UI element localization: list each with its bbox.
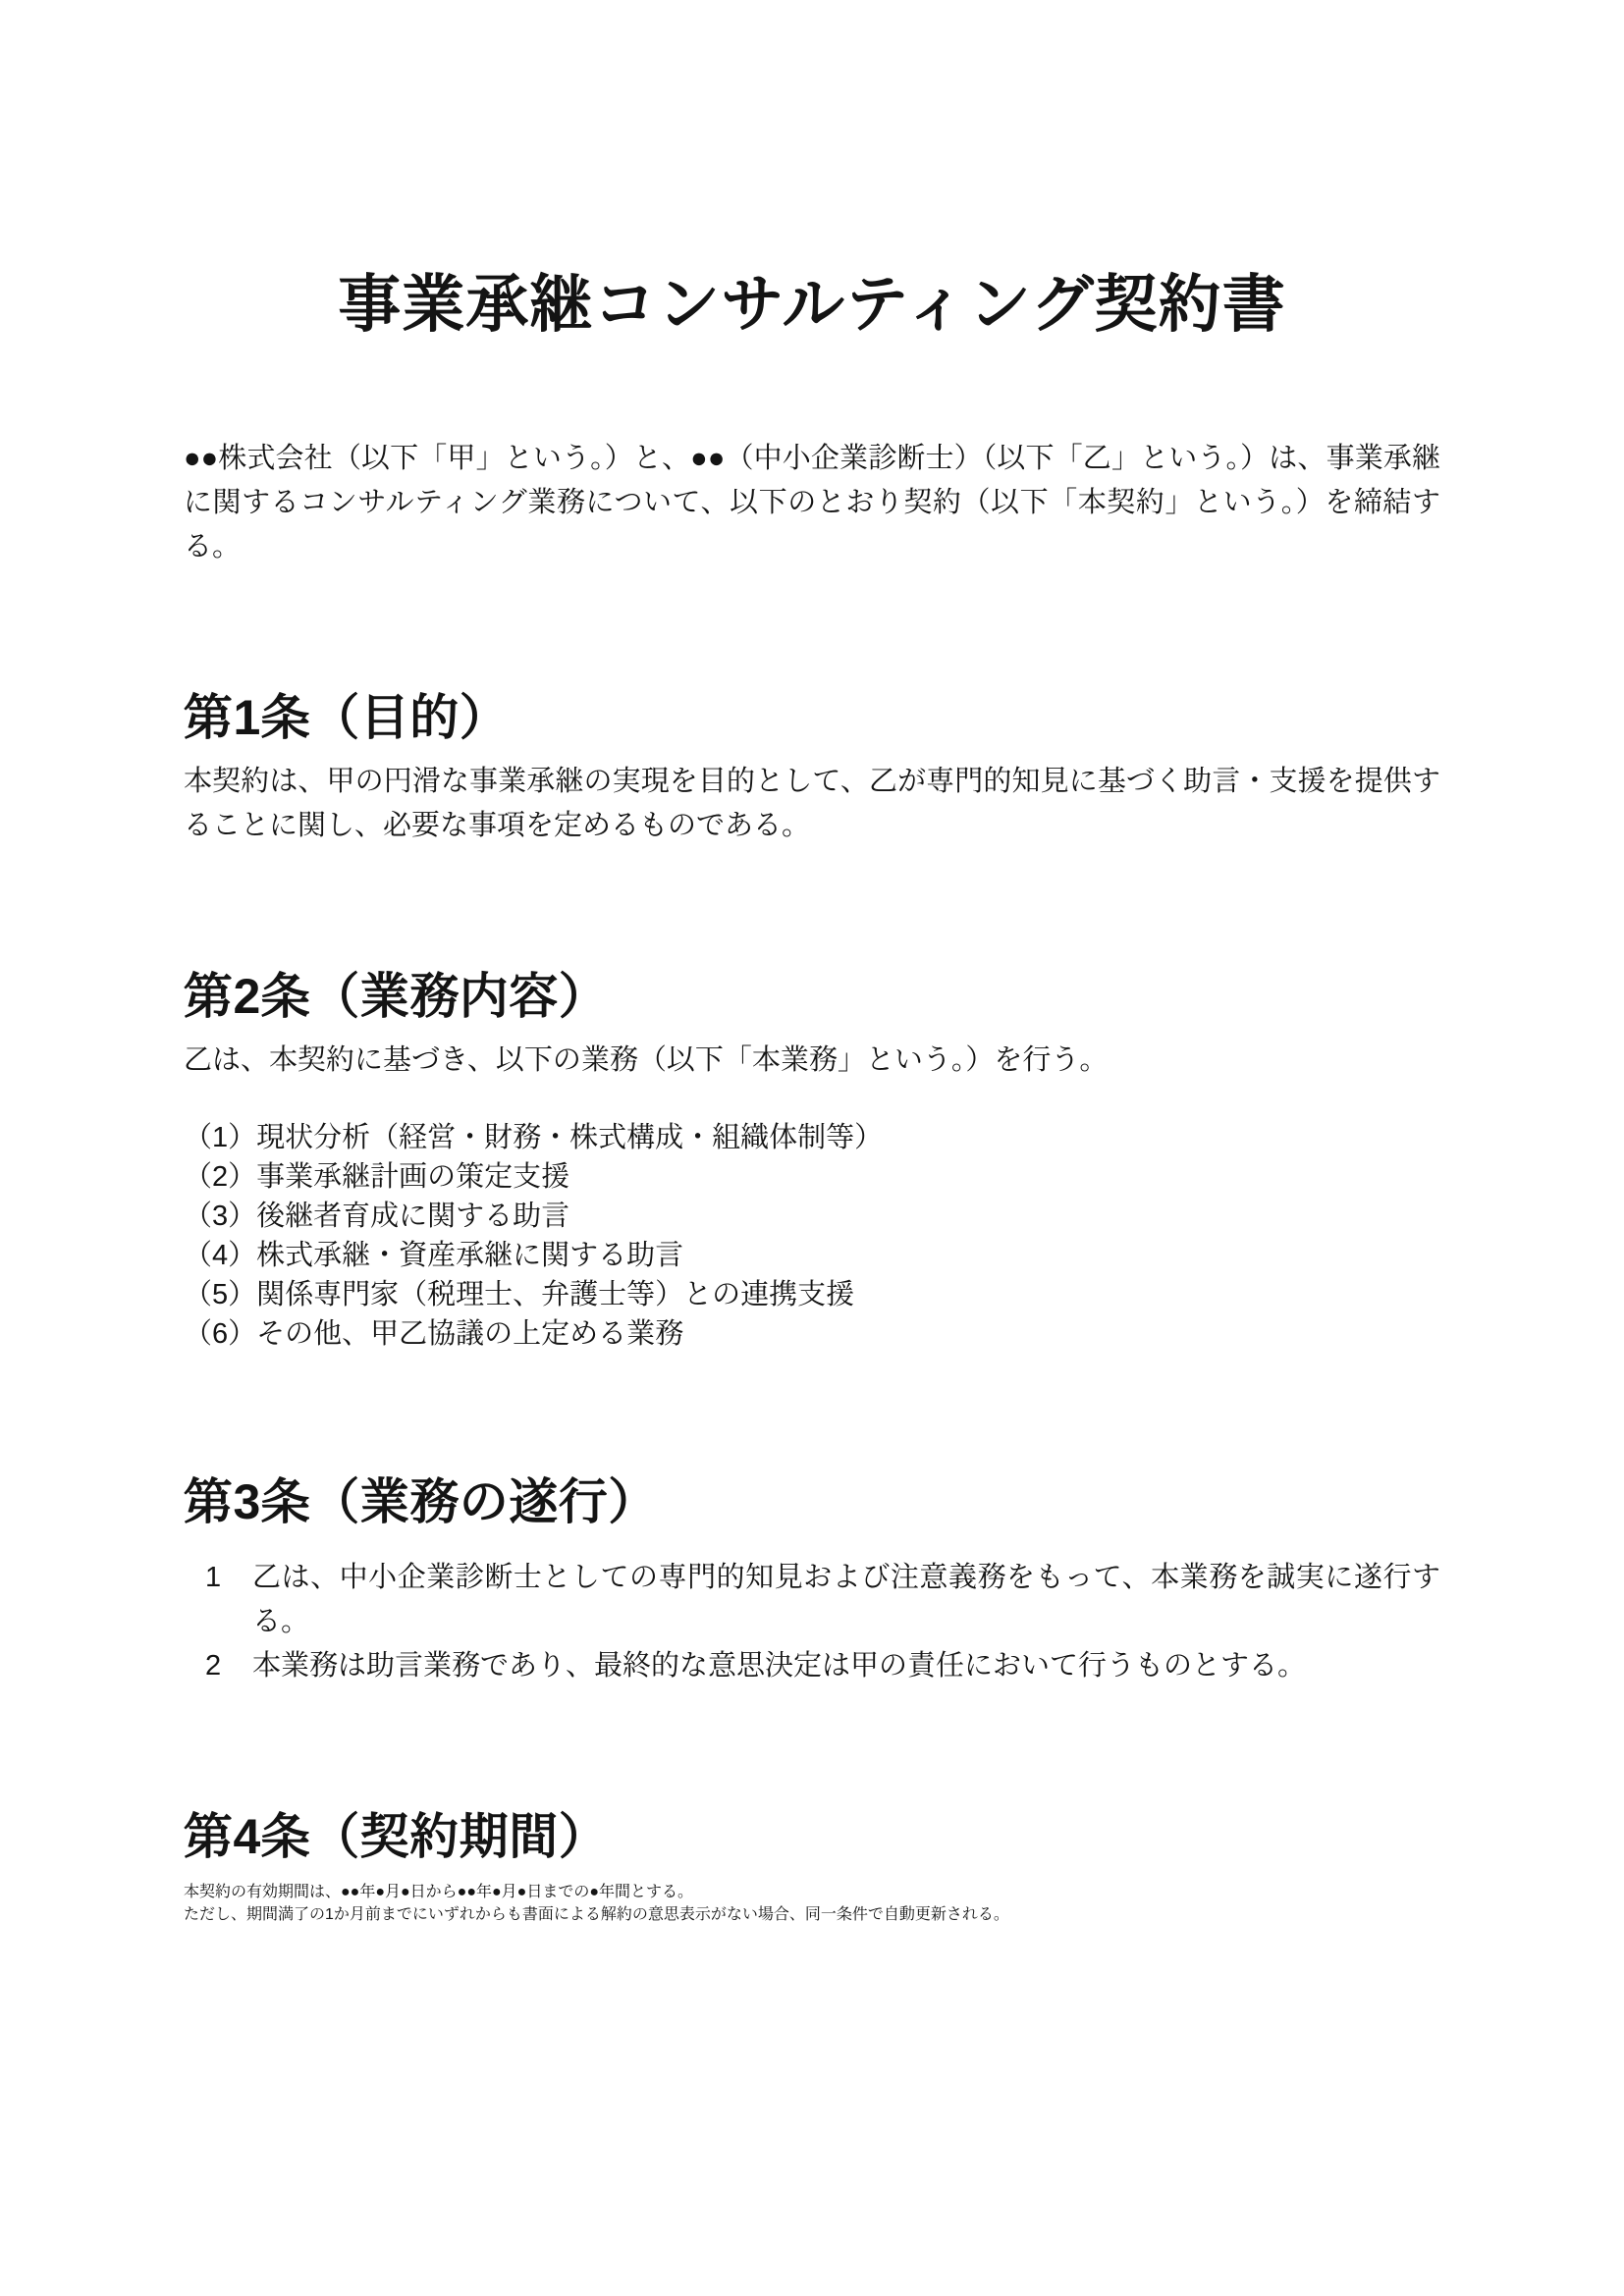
intro-paragraph: ●●株式会社（以下「甲」という。）と、●●（中小企業診断士）（以下「乙」という。）は、事業承継に関するコンサルティング業務について、以下のとおり契約（以下「本契約」という。）を締結する。 [184, 442, 1440, 562]
list-item-6: （6）その他、甲乙協議の上定める業務 [184, 1317, 684, 1350]
article-2-item-list [184, 1118, 1440, 1354]
clause-2-text: 本業務は助言業務であり、最終的な意思決定は甲の責任において行うものとする。 [252, 1649, 1307, 1682]
section-article-1 [184, 687, 1440, 848]
clause-row-1 [184, 1556, 1440, 1644]
list-item-1: （1）現状分析（経営・財務・株式構成・組織体制等） [184, 1121, 884, 1153]
article-2-heading: 第2条（業務内容） [184, 968, 609, 1024]
section-article-4 [184, 1806, 1440, 1924]
list-item-4: （4）株式承継・資産承継に関する助言 [184, 1239, 684, 1271]
clause-1-text: 乙は、中小企業診断士としての専門的知見および注意義務をもって、本業務を誠実に遂行する。 [252, 1561, 1440, 1637]
article-1-body: 本契約は、甲の円滑な事業承継の実現を目的として、乙が専門的知見に基づく助言・支援を提供することに関し、必要な事項を定めるものである。 [184, 765, 1440, 841]
section-article-3 [184, 1471, 1440, 1688]
article-1-heading: 第1条（目的） [184, 689, 510, 745]
article-3-heading: 第3条（業務の遂行） [184, 1473, 658, 1529]
article-4-body [184, 1879, 1440, 1924]
clause-1-number: 1 [205, 1561, 222, 1593]
document-title: 事業承継コンサルティング契約書 [338, 269, 1286, 340]
article-4-paragraph-1: 本契約の有効期間は、●●年●月●日から●●年●月●日までの●年間とする。 [184, 1883, 693, 1900]
list-item-3: （3）後継者育成に関する助言 [184, 1200, 570, 1232]
list-item-5: （5）関係専門家（税理士、弁護士等）との連携支援 [184, 1278, 855, 1310]
list-item-2: （2）事業承継計画の策定支援 [184, 1160, 570, 1193]
clause-2-number: 2 [205, 1649, 222, 1682]
section-article-2 [184, 966, 1440, 1354]
article-2-body: 乙は、本契約に基づき、以下の業務（以下「本業務」という。）を行う。 [184, 1043, 1109, 1076]
article-4-heading: 第4条（契約期間） [184, 1808, 609, 1864]
clause-row-2 [184, 1644, 1440, 1688]
article-3-clauses [184, 1556, 1440, 1688]
article-4-paragraph-2: ただし、期間満了の1か月前までにいずれからも書面による解約の意思表示がない場合、同一条件で自動更新される。 [184, 1905, 1009, 1923]
